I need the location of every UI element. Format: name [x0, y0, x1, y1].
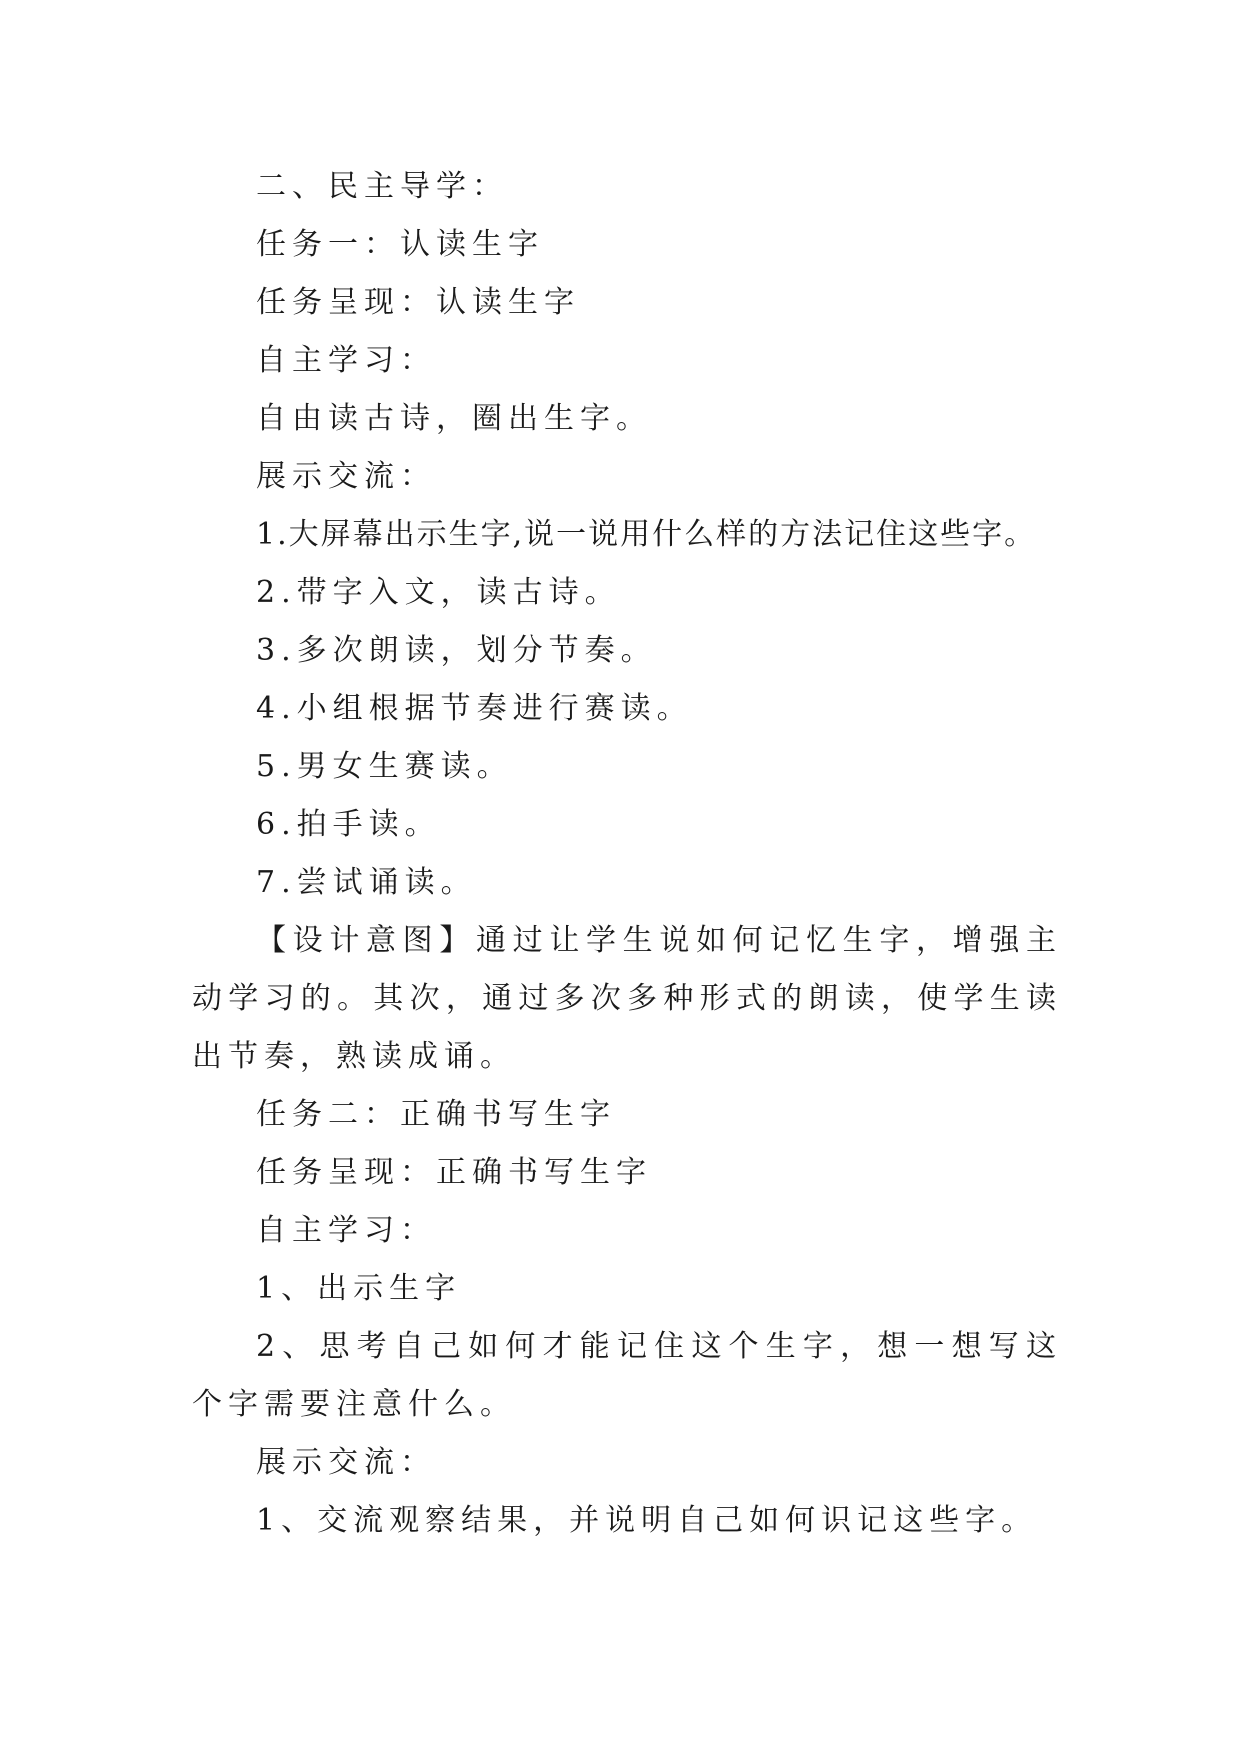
- section-heading: 二、民主导学：: [256, 169, 508, 204]
- list-item: 5.男女生赛读。: [256, 749, 513, 784]
- task-one-title: 任务一：认读生字: [256, 227, 544, 262]
- exchange-label: 展示交流：: [256, 459, 436, 494]
- list-item: 6.拍手读。: [256, 807, 441, 842]
- self-study-text: 自由读古诗，圈出生字。: [256, 401, 652, 436]
- document-body: [192, 158, 1072, 1550]
- design-intent-paragraph: 【设计意图】通过让学生说如何记忆生字，增强主动学习的。其次，通过多次多种形式的朗读，使学生读出节奏，熟读成诵。: [192, 923, 1062, 1074]
- list-item: 1.大屏幕出示生字,说一说用什么样的方法记住这些字。: [256, 517, 1037, 552]
- list-item: 7.尝试诵读。: [256, 865, 477, 900]
- task-two-presentation: 任务呈现：正确书写生字: [256, 1155, 652, 1190]
- list-item: 3.多次朗读，划分节奏。: [256, 633, 657, 668]
- list-item: 4.小组根据节奏进行赛读。: [256, 691, 693, 726]
- list-item: 2.带字入文，读古诗。: [256, 575, 621, 610]
- self-study-label: 自主学习：: [256, 1213, 436, 1248]
- self-study-label: 自主学习：: [256, 343, 436, 378]
- exchange-label: 展示交流：: [256, 1445, 436, 1480]
- think-paragraph: 2、思考自己如何才能记住这个生字，想一想写这个字需要注意什么。: [192, 1329, 1062, 1422]
- task-one-presentation: 任务呈现：认读生字: [256, 285, 580, 320]
- list-item: 1、交流观察结果，并说明自己如何识记这些字。: [256, 1503, 1038, 1538]
- list-item: 1、出示生字: [256, 1271, 462, 1306]
- task-two-title: 任务二：正确书写生字: [256, 1097, 616, 1132]
